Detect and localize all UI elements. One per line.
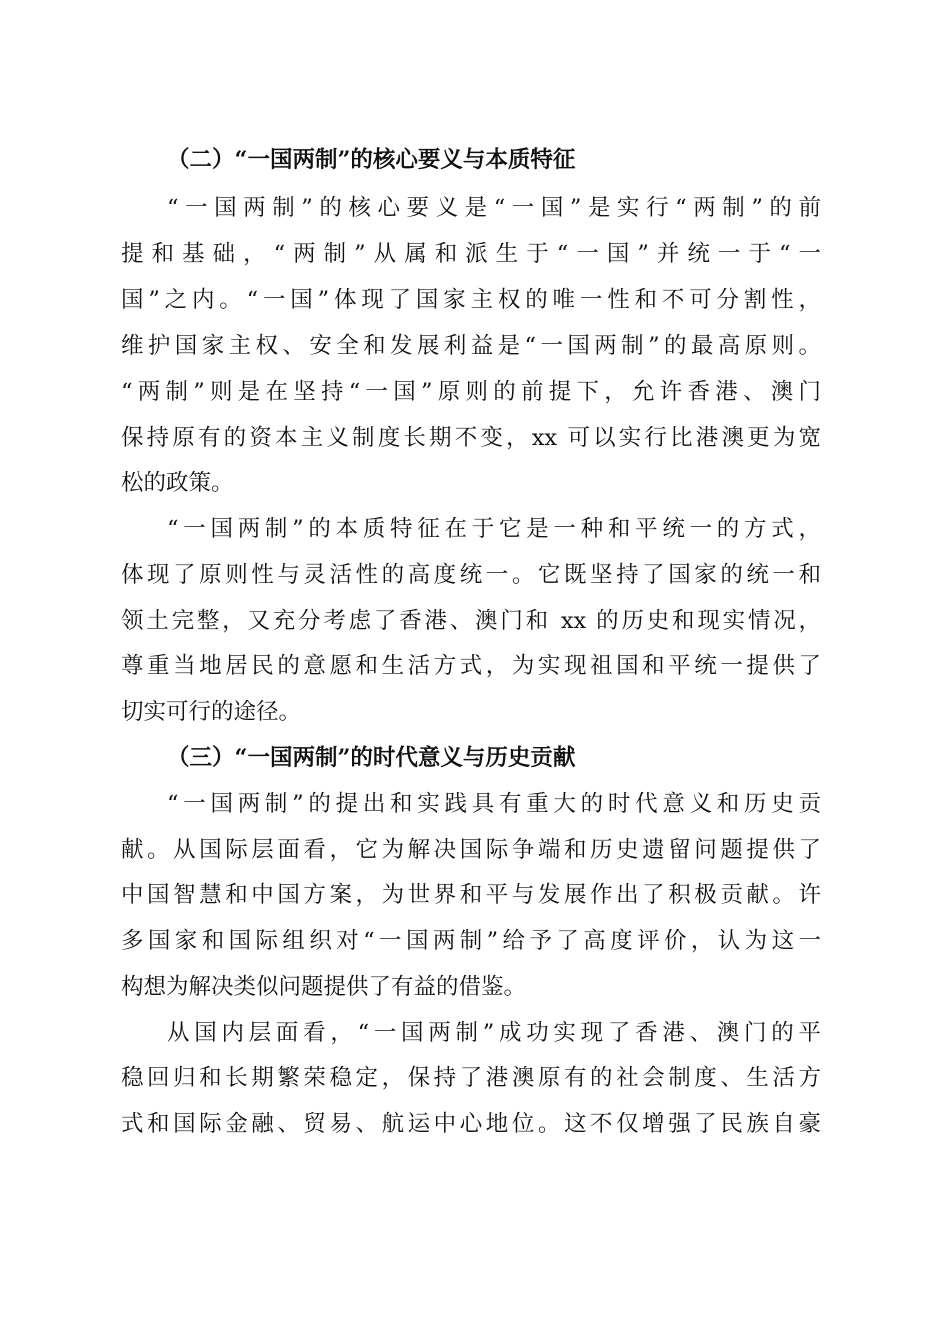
paragraph-line: 保持原有的资本主义制度长期不变，xx 可以实行比港澳更为宽 — [121, 425, 821, 451]
paragraph-line: 切实可行的途径。 — [121, 699, 302, 725]
paragraph-line: 尊重当地居民的意愿和生活方式，为实现祖国和平统一提供了 — [121, 653, 821, 679]
paragraph-line: 从国内层面看，“一国两制”成功实现了香港、澳门的平 — [167, 1020, 821, 1046]
paragraph-line: “一国两制”的核心要义是“一国”是实行“两制”的前 — [167, 195, 821, 221]
paragraph-line: 献。从国际层面看，它为解决国际争端和历史遗留问题提供了 — [121, 837, 821, 863]
paragraph-line: 多国家和国际组织对“一国两制”给予了高度评价，认为这一 — [121, 928, 821, 954]
paragraph-line: “一国两制”的提出和实践具有重大的时代意义和历史贡 — [167, 791, 821, 817]
paragraph-line: 构想为解决类似问题提供了有益的借鉴。 — [121, 974, 527, 1000]
paragraph-line: “一国两制”的本质特征在于它是一种和平统一的方式， — [167, 516, 821, 542]
paragraph-line: “两制”则是在坚持“一国”原则的前提下，允许香港、澳门 — [121, 379, 821, 405]
paragraph-line: 国”之内。“一国”体现了国家主权的唯一性和不可分割性， — [121, 287, 821, 313]
paragraph-line: 体现了原则性与灵活性的高度统一。它既坚持了国家的统一和 — [121, 562, 821, 588]
section-3-heading: （三）“一国两制”的时代意义与历史贡献 — [167, 745, 576, 771]
paragraph-line: 式和国际金融、贸易、航运中心地位。这不仅增强了民族自豪 — [121, 1111, 821, 1137]
paragraph-line: 稳回归和长期繁荣稳定，保持了港澳原有的社会制度、生活方 — [121, 1065, 821, 1091]
paragraph-line: 松的政策。 — [121, 470, 234, 496]
paragraph-line: 领土完整，又充分考虑了香港、澳门和 xx 的历史和现实情况， — [121, 608, 821, 634]
paragraph-line: 提和基础，“两制”从属和派生于“一国”并统一于“一 — [121, 241, 821, 267]
section-2-heading: （二）“一国两制”的核心要义与本质特征 — [167, 147, 576, 173]
paragraph-line: 维护国家主权、安全和发展利益是“一国两制”的最高原则。 — [121, 333, 821, 359]
paragraph-line: 中国智慧和中国方案，为世界和平与发展作出了积极贡献。许 — [121, 882, 821, 908]
